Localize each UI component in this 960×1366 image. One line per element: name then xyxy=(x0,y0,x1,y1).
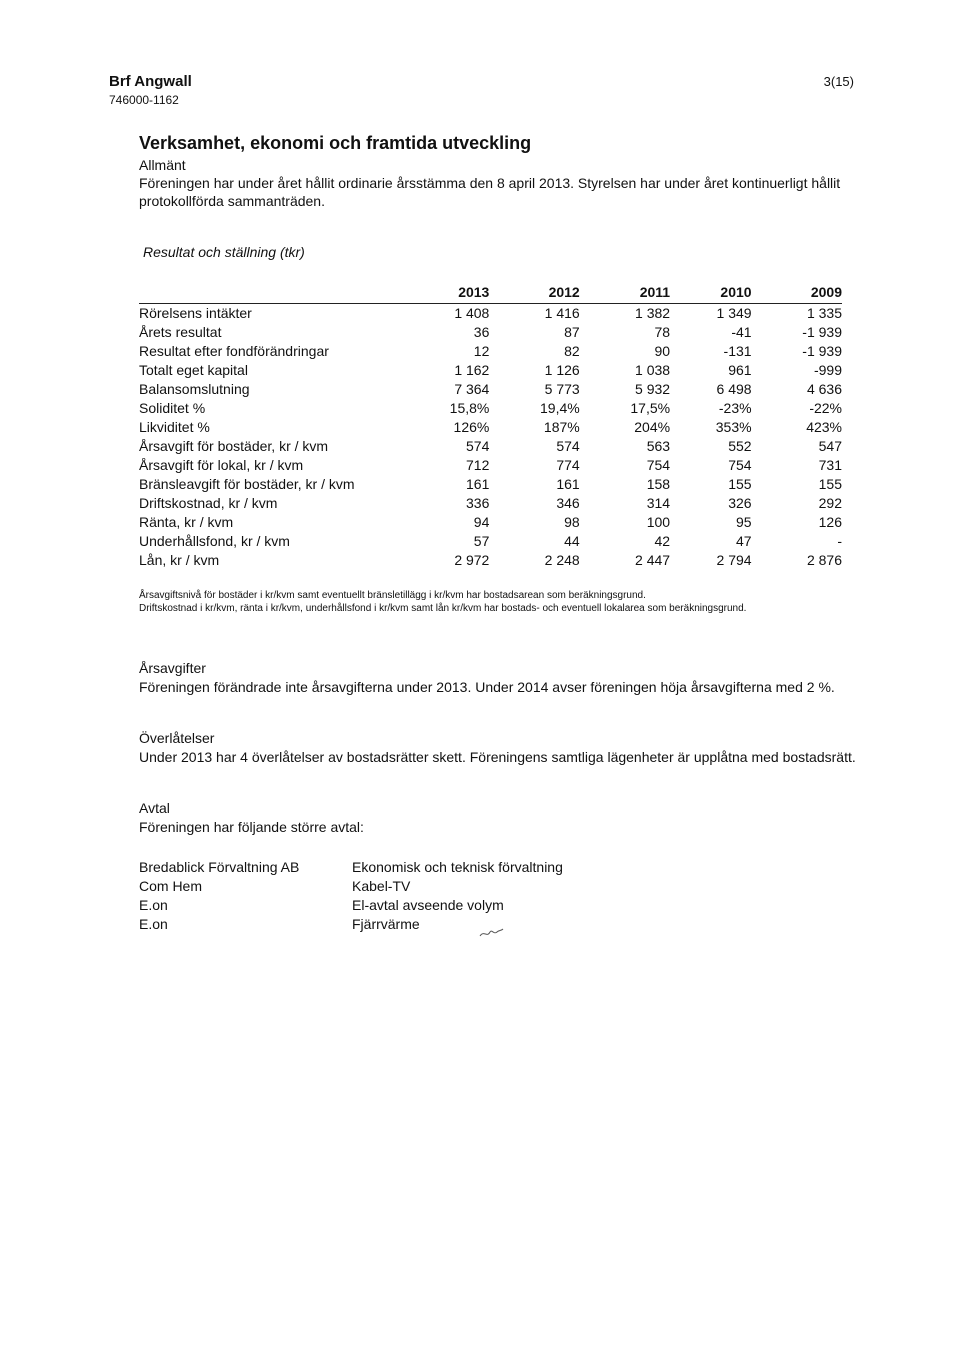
arsavgifter-heading: Årsavgifter xyxy=(139,660,206,676)
row-value: 326 xyxy=(728,495,752,511)
row-value: 1 382 xyxy=(635,305,671,321)
row-value: 774 xyxy=(556,457,580,473)
page-number: 3(15) xyxy=(823,74,854,89)
row-value: 336 xyxy=(466,495,490,511)
row-value: 1 408 xyxy=(454,305,490,321)
contract-row xyxy=(139,858,563,877)
row-value: 187% xyxy=(543,419,580,435)
row-label: Lån, kr / kvm xyxy=(139,552,220,568)
row-label: Likviditet % xyxy=(139,419,210,435)
row-value: 19,4% xyxy=(540,400,580,416)
row-label: Bränsleavgift för bostäder, kr / kvm xyxy=(139,476,355,492)
contract-description: El-avtal avseende volym xyxy=(352,897,504,913)
row-label: Årets resultat xyxy=(139,324,222,340)
contract-description: Fjärrvärme xyxy=(352,916,420,932)
contract-description: Kabel-TV xyxy=(352,878,411,894)
row-value: 574 xyxy=(466,438,490,454)
contract-party: Bredablick Förvaltning AB xyxy=(139,859,300,875)
year-header: 2013 xyxy=(458,284,490,300)
row-value: 754 xyxy=(646,457,671,473)
note-line: Driftskostnad i kr/kvm, ränta i kr/kvm, underhållsfond i kr/kvm samt lån kr/kvm har bostads- och eventuell lokalarea som beräkningsgrund. xyxy=(139,603,747,614)
year-header: 2012 xyxy=(548,284,580,300)
row-label: Resultat efter fondförändringar xyxy=(139,343,329,359)
row-value: 1 038 xyxy=(635,362,671,378)
row-value: 42 xyxy=(654,533,671,549)
row-value: 94 xyxy=(473,514,490,530)
row-value: 7 364 xyxy=(454,381,490,397)
row-value: 547 xyxy=(818,438,842,454)
results-body xyxy=(139,304,842,571)
overlatelser-text: Under 2013 har 4 överlåtelser av bostadsrätter skett. Föreningens samtliga lägenheter är upplåtna med bostadsrätt. xyxy=(139,749,856,765)
row-value: 1 126 xyxy=(544,362,580,378)
row-value: 161 xyxy=(466,476,490,492)
row-value: 5 773 xyxy=(544,381,580,397)
contract-party: E.on xyxy=(139,916,168,932)
row-value: 100 xyxy=(646,514,671,530)
table-row xyxy=(139,513,842,532)
row-value: 17,5% xyxy=(630,400,671,416)
row-value: 155 xyxy=(728,476,752,492)
row-value: 87 xyxy=(564,324,580,340)
row-value: 155 xyxy=(818,476,842,492)
table-row xyxy=(139,361,842,380)
row-value: 2 972 xyxy=(454,552,490,568)
row-value: 82 xyxy=(564,343,580,359)
row-value: 98 xyxy=(564,514,580,530)
table-row xyxy=(139,475,842,494)
avtal-text: Föreningen har följande större avtal: xyxy=(139,819,364,835)
table-row xyxy=(139,418,842,437)
row-value: 2 794 xyxy=(716,552,752,568)
row-label: Årsavgift för bostäder, kr / kvm xyxy=(139,438,329,454)
row-value: 15,8% xyxy=(449,400,490,416)
table-row xyxy=(139,532,842,551)
results-header-label xyxy=(139,283,399,304)
row-label: Årsavgift för lokal, kr / kvm xyxy=(139,457,304,473)
row-value: 712 xyxy=(466,457,490,473)
table-row xyxy=(139,551,842,570)
row-value: 1 349 xyxy=(716,305,752,321)
row-value: 1 162 xyxy=(454,362,490,378)
row-value: 5 932 xyxy=(635,381,671,397)
row-value: 6 498 xyxy=(716,381,752,397)
results-title: Resultat och ställning (tkr) xyxy=(143,244,305,260)
row-value: -999 xyxy=(813,362,842,378)
row-value: 754 xyxy=(728,457,752,473)
row-value: 574 xyxy=(556,438,580,454)
row-value: 346 xyxy=(556,495,580,511)
org-number: 746000-1162 xyxy=(109,93,179,107)
table-notes xyxy=(139,589,819,615)
row-value: 57 xyxy=(473,533,490,549)
row-value: -22% xyxy=(809,400,842,416)
avtal-heading: Avtal xyxy=(139,800,170,816)
row-value: 47 xyxy=(736,533,752,549)
row-value: 161 xyxy=(556,476,580,492)
contract-row xyxy=(139,896,563,915)
table-row xyxy=(139,342,842,361)
table-row xyxy=(139,494,842,513)
row-value: 1 416 xyxy=(544,305,580,321)
row-value: 731 xyxy=(818,457,842,473)
row-label: Ränta, kr / kvm xyxy=(139,514,234,530)
row-value: 1 335 xyxy=(806,305,842,321)
row-value: 158 xyxy=(646,476,671,492)
row-label: Underhållsfond, kr / kvm xyxy=(139,533,290,549)
row-value: 126 xyxy=(818,514,842,530)
contract-description: Ekonomisk och teknisk förvaltning xyxy=(352,859,563,875)
row-value: 90 xyxy=(654,343,671,359)
contract-row xyxy=(139,877,563,896)
row-value: -23% xyxy=(718,400,752,416)
row-value: 44 xyxy=(564,533,580,549)
row-value: 36 xyxy=(473,324,490,340)
year-header: 2010 xyxy=(720,284,752,300)
overlatelser-heading: Överlåtelser xyxy=(139,730,215,746)
row-value: 4 636 xyxy=(806,381,842,397)
row-label: Driftskostnad, kr / kvm xyxy=(139,495,278,511)
results-header-row xyxy=(139,283,842,304)
row-value: -1 939 xyxy=(802,343,842,359)
section-title: Verksamhet, ekonomi och framtida utveckling xyxy=(139,133,532,153)
row-value: 292 xyxy=(818,495,842,511)
table-row xyxy=(139,437,842,456)
row-value: -41 xyxy=(731,324,752,340)
table-row xyxy=(139,304,842,324)
contract-party: E.on xyxy=(139,897,168,913)
org-name: Brf Angwall xyxy=(109,73,192,90)
row-label: Totalt eget kapital xyxy=(139,362,248,378)
allmant-text: Föreningen har under året hållit ordinarie årsstämma den 8 april 2013. Styrelsen har under året kontinuerligt hållit protokollförda sammanträden. xyxy=(139,175,841,209)
row-value: -131 xyxy=(723,343,752,359)
row-value: 204% xyxy=(634,419,671,435)
row-value: 961 xyxy=(728,362,752,378)
row-label: Balansomslutning xyxy=(139,381,250,397)
row-value: 423% xyxy=(806,419,842,435)
results-table xyxy=(139,283,842,570)
arsavgifter-text: Föreningen förändrade inte årsavgifterna under 2013. Under 2014 avser föreningen höja årsavgifterna med 2 %. xyxy=(139,679,835,695)
row-value: 353% xyxy=(715,419,752,435)
row-value: 552 xyxy=(728,438,752,454)
row-label: Rörelsens intäkter xyxy=(139,305,252,321)
row-value: 95 xyxy=(736,514,752,530)
row-value: -1 939 xyxy=(802,324,842,340)
row-value: 563 xyxy=(646,438,671,454)
handwritten-mark xyxy=(478,926,504,940)
row-label: Soliditet % xyxy=(139,400,206,416)
contract-party: Com Hem xyxy=(139,878,203,894)
row-value: 78 xyxy=(654,324,671,340)
allmant-heading: Allmänt xyxy=(139,157,186,173)
row-value: 12 xyxy=(473,343,490,359)
contracts-list xyxy=(139,858,563,934)
year-header: 2009 xyxy=(810,284,842,300)
table-row xyxy=(139,399,842,418)
year-header: 2011 xyxy=(639,284,671,300)
table-row xyxy=(139,380,842,399)
row-value: 126% xyxy=(453,419,490,435)
row-value: 314 xyxy=(646,495,671,511)
note-line: Årsavgiftsnivå för bostäder i kr/kvm samt eventuellt bränsletillägg i kr/kvm har bostadsarean som beräkningsgrund. xyxy=(139,590,646,601)
table-row xyxy=(139,323,842,342)
row-value: - xyxy=(837,533,842,549)
table-row xyxy=(139,456,842,475)
row-value: 2 248 xyxy=(544,552,580,568)
row-value: 2 447 xyxy=(635,552,671,568)
row-value: 2 876 xyxy=(806,552,842,568)
